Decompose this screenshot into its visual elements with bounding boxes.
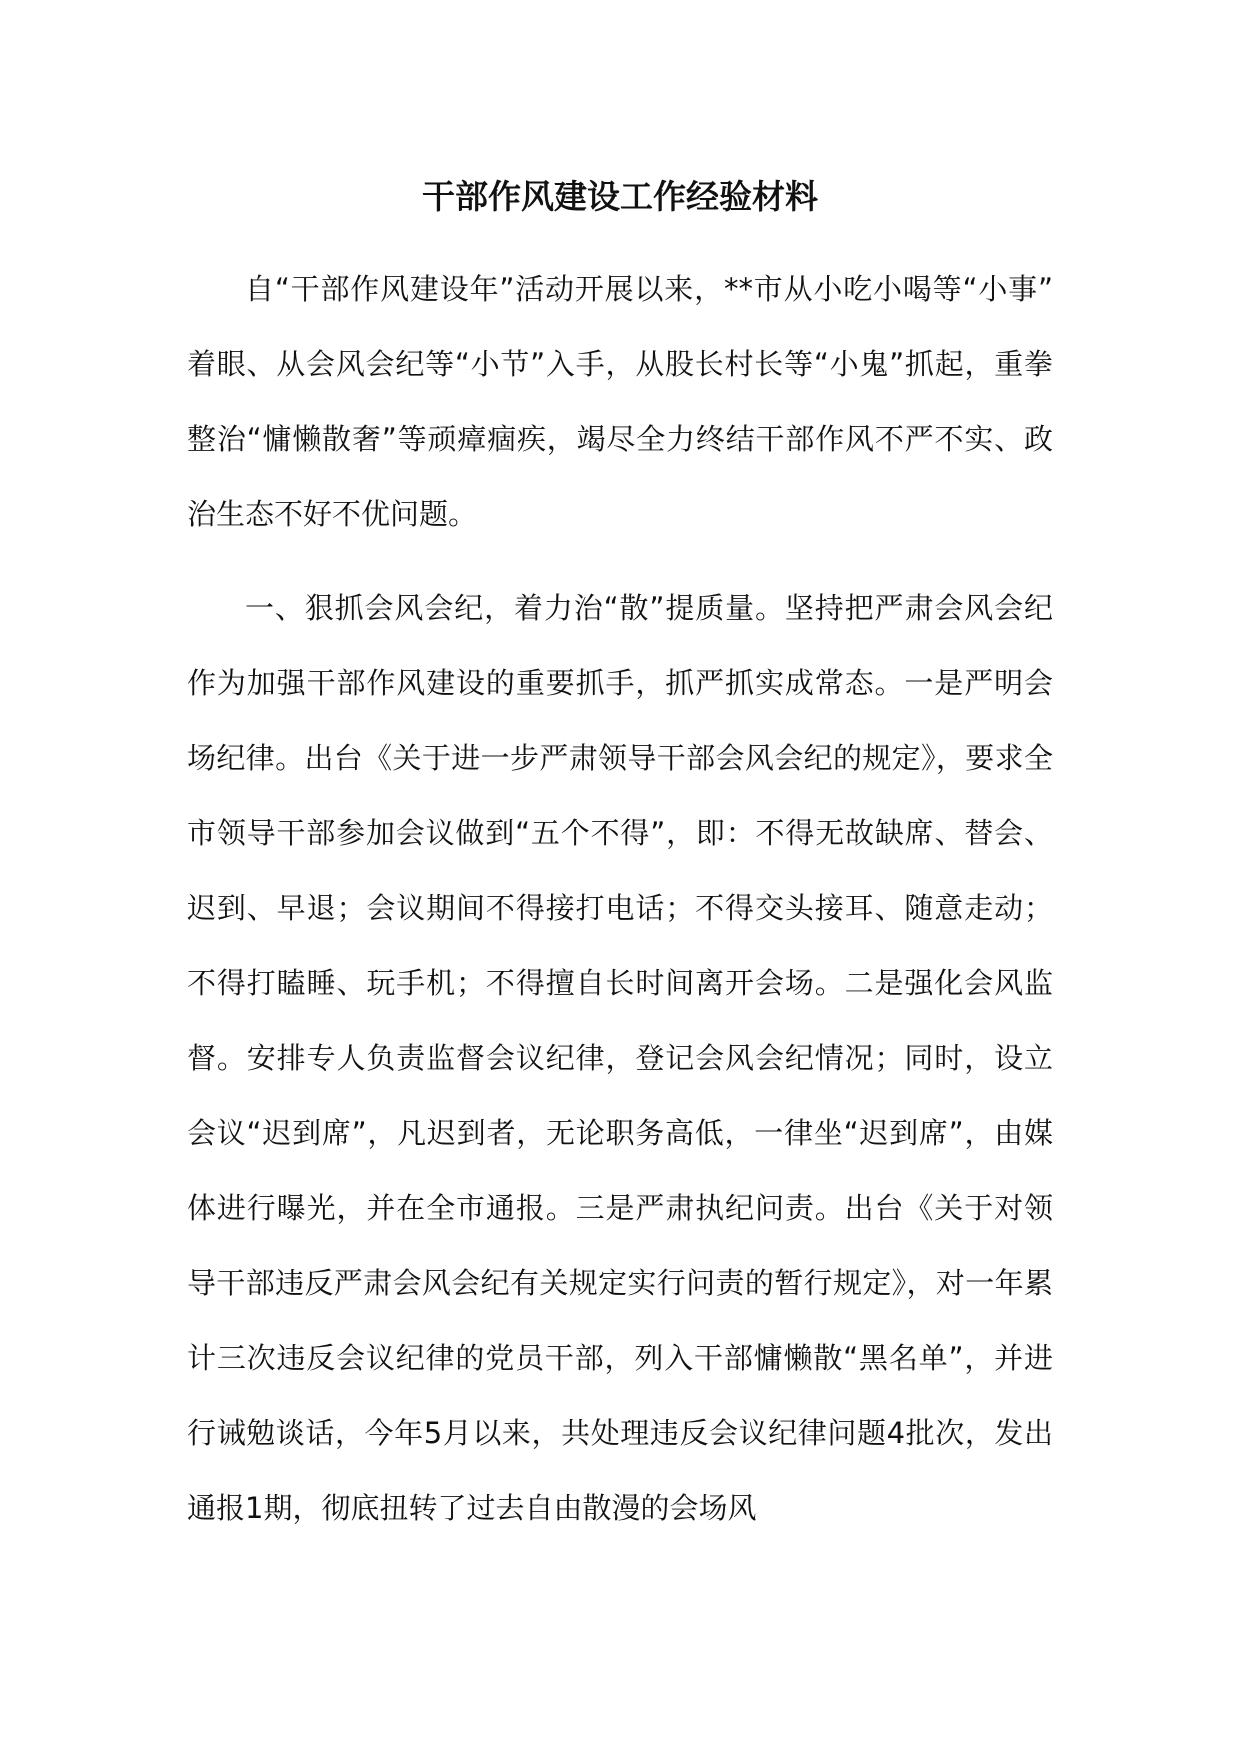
body-section-one [187, 571, 1053, 1546]
paragraph-section-one: 一、狠抓会风会纪，着力治“散”提质量。坚持把严肃会风会纪作为加强干部作风建设的重要抓手，抓严抓实成常态。一是严明会场纪律。出台《关于进一步严肃领导干部会风会纪的规定》，要求全市领导干部参加会议做到“五个不得”，即：不得无故缺席、替会、迟到、早退；会议期间不得接打电话；不得交头接耳、随意走动；不得打瞌睡、玩手机；不得擅自长时间离开会场。二是强化会风监督。安排专人负责监督会议纪律，登记会风会纪情况；同时，设立会议“迟到席”，凡迟到者，无论职务高低，一律坐“迟到席”，由媒体进行曝光，并在全市通报。三是严肃执纪问责。出台《关于对领导干部违反严肃会风会纪有关规定实行问责的暂行规定》，对一年累计三次违反会议纪律的党员干部，列入干部慵懒散“黑名单”，并进行诫勉谈话，今年5月以来，共处理违反会议纪律问题4批次，发出通报1期，彻底扭转了过去自由散漫的会场风 [187, 591, 1053, 1525]
body-section-intro [187, 252, 1053, 552]
document-title: 干部作风建设工作经验材料 [422, 177, 818, 216]
paragraph-intro: 自“干部作风建设年”活动开展以来，**市从小吃小喝等“小事”着眼、从会风会纪等“小节”入手，从股长村长等“小鬼”抓起，重拳整治“慵懒散奢”等顽瘴痼疾，竭尽全力终结干部作风不严不实、政治生态不好不优问题。 [187, 272, 1053, 531]
